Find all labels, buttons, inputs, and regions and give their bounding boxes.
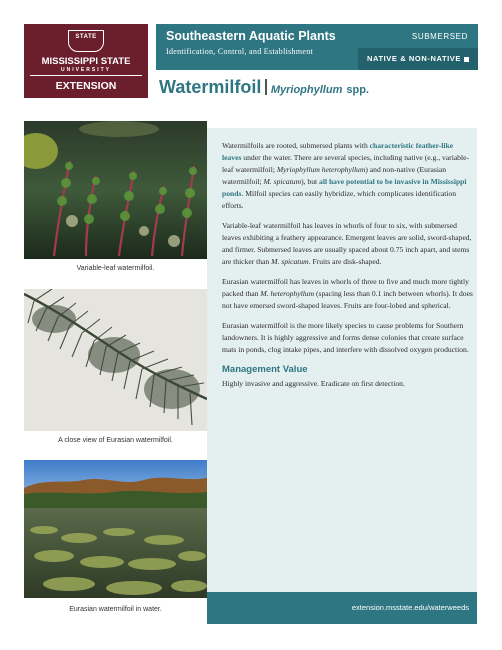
status-badge-label: NATIVE & NON-NATIVE (366, 54, 462, 63)
photo-caption: A close view of Eurasian watermilfoil. (58, 437, 173, 444)
title-divider (265, 79, 267, 95)
square-icon (464, 57, 469, 62)
text-run: ) and non-native (Eurasian watermilfoil; (222, 165, 447, 186)
logo-university-sub: UNIVERSITY (60, 67, 111, 73)
logo-shield-text: STATE (75, 34, 97, 40)
species-suffix: spp. (346, 84, 369, 96)
text-run: . Fruits are disk-shaped. (308, 257, 382, 266)
photo-eurasian-in-water (24, 460, 207, 598)
text-run: Watermilfoils are rooted, submersed plants with (222, 141, 370, 150)
text-run: (spacing less than 0.1 inch between whorls). It does not have emersed sword-shaped leaves. Fruits are four-lobed and spherical. (222, 289, 473, 310)
photo-variable-leaf (24, 121, 207, 259)
msu-extension-logo (24, 24, 148, 98)
logo-university: MISSISSIPPI STATE (41, 56, 131, 67)
text-run: . Milfoil species can easily hybridize, which complicates identification efforts. (222, 189, 457, 210)
footer-url[interactable]: extension.msstate.edu/waterweeds (351, 603, 469, 612)
photo-caption: Variable-leaf watermilfoil. (76, 265, 155, 272)
common-name: Watermilfoil (159, 77, 262, 97)
footer-url-link[interactable] (207, 592, 477, 624)
scientific-name-inline: M. spicatum (263, 177, 302, 186)
photo-caption: Eurasian watermilfoil in water. (69, 606, 162, 613)
text-run: Eurasian watermilfoil has leaves in whorls of three to five and much more tightly packed than (222, 277, 469, 298)
series-subtitle: Identification, Control, and Establishment (166, 47, 314, 56)
scientific-name-inline: M. spicatum (271, 257, 309, 266)
scientific-name-inline: Myriophyllum heterophyllum (276, 165, 366, 174)
highlight-text: all have potential to be invasive in Mississippi ponds (222, 177, 467, 198)
category-label: SUBMERSED (411, 32, 468, 41)
article-body (222, 140, 474, 398)
paragraph-variable-leaf (222, 220, 474, 268)
logo-extension: EXTENSION (30, 75, 142, 92)
paragraph-problems: Eurasian watermilfoil is the more likely species to cause problems for Southern landowners. It is highly aggressive and forms dense colonies that create surface mats in ponds, clog intake pipes, and interfere with dissolved oxygen production. (222, 321, 469, 354)
text-run: Variable-leaf watermilfoil has leaves in whorls of four to six, with submersed leaves exhibiting a feathery appearance. Emergent leaves are solid, sword-shaped, and firmer. Submersed leaves are usually spaced about 0.75 inch apart, and stems are thicker than (222, 221, 472, 266)
paragraph-eurasian (222, 276, 474, 312)
scientific-name: Myriophyllum (270, 84, 343, 96)
page-title (159, 77, 369, 98)
series-header (156, 24, 478, 70)
series-title: Southeastern Aquatic Plants (166, 29, 336, 43)
paragraph-intro (222, 140, 474, 212)
scientific-name-inline: M. heterophyllum (260, 289, 315, 298)
highlight-text: characteristic feather-like leaves (222, 141, 454, 162)
photo-eurasian-closeup (24, 289, 207, 431)
management-value-heading: Management Value (222, 364, 308, 375)
text-run: under the water. There are several species, including native (e.g., variable-leaf watermilfoil; (222, 153, 469, 174)
status-badge (358, 48, 478, 70)
text-run: ), but (301, 177, 320, 186)
management-value-text: Highly invasive and aggressive. Eradicate on first detection. (222, 379, 405, 388)
